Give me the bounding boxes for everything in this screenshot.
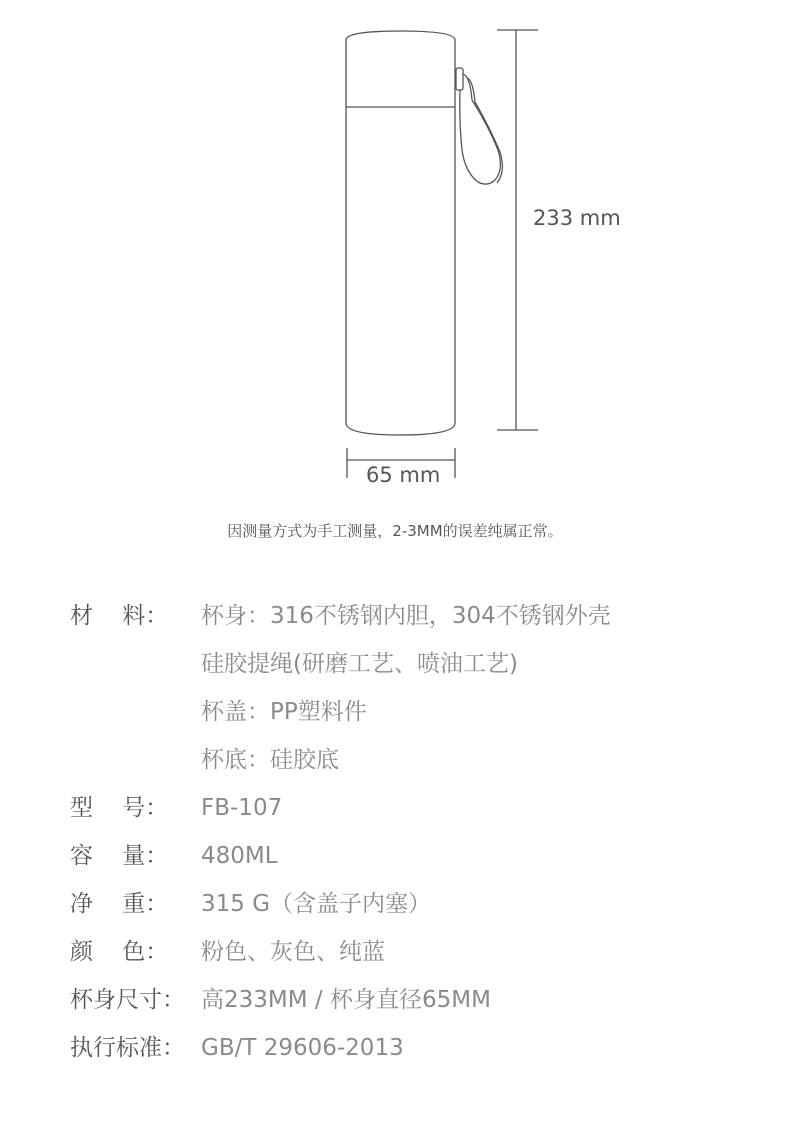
spec-label: 净 重： bbox=[70, 891, 169, 917]
strap-icon bbox=[460, 74, 501, 184]
spec-value: 480ML bbox=[201, 843, 278, 869]
spec-value: FB-107 bbox=[201, 795, 283, 821]
spec-value: 杯底：硅胶底 bbox=[201, 747, 339, 773]
spec-label: 执行标准： bbox=[70, 1035, 185, 1061]
spec-value: 硅胶提绳(研磨工艺、喷油工艺) bbox=[201, 651, 518, 677]
spec-value: 高233MM / 杯身直径65MM bbox=[201, 987, 491, 1013]
strap-button-icon bbox=[456, 68, 463, 90]
spec-value: 杯盖：PP塑料件 bbox=[201, 699, 367, 725]
bottle-body bbox=[346, 107, 455, 435]
spec-label: 杯身尺寸： bbox=[70, 987, 185, 1013]
spec-label: 颜 色： bbox=[70, 939, 169, 965]
spec-label: 材 料： bbox=[70, 603, 169, 629]
spec-row-standard bbox=[70, 1024, 770, 1072]
spec-value: 杯身：316不锈钢内胆，304不锈钢外壳 bbox=[201, 603, 611, 629]
spec-value: GB/T 29606-2013 bbox=[201, 1035, 404, 1061]
spec-label: 容 量： bbox=[70, 843, 169, 869]
bottle-diagram bbox=[0, 0, 790, 500]
spec-value: 315 G（含盖子内塞） bbox=[201, 891, 432, 917]
height-dimension-label: 233 mm bbox=[533, 206, 621, 230]
spec-row-weight bbox=[70, 880, 770, 928]
spec-row-size bbox=[70, 976, 770, 1024]
spec-label: 型 号： bbox=[70, 795, 169, 821]
spec-row-capacity bbox=[70, 832, 770, 880]
spec-row-color bbox=[70, 928, 770, 976]
spec-value: 粉色、灰色、纯蓝 bbox=[201, 939, 385, 965]
spec-row-material bbox=[70, 592, 770, 784]
bottle-cap bbox=[346, 31, 455, 107]
spec-table bbox=[70, 592, 770, 1072]
width-dimension-label: 65 mm bbox=[366, 463, 441, 487]
spec-row-model bbox=[70, 784, 770, 832]
measurement-note: 因测量方式为手工测量，2-3MM的误差纯属正常。 bbox=[227, 522, 563, 540]
